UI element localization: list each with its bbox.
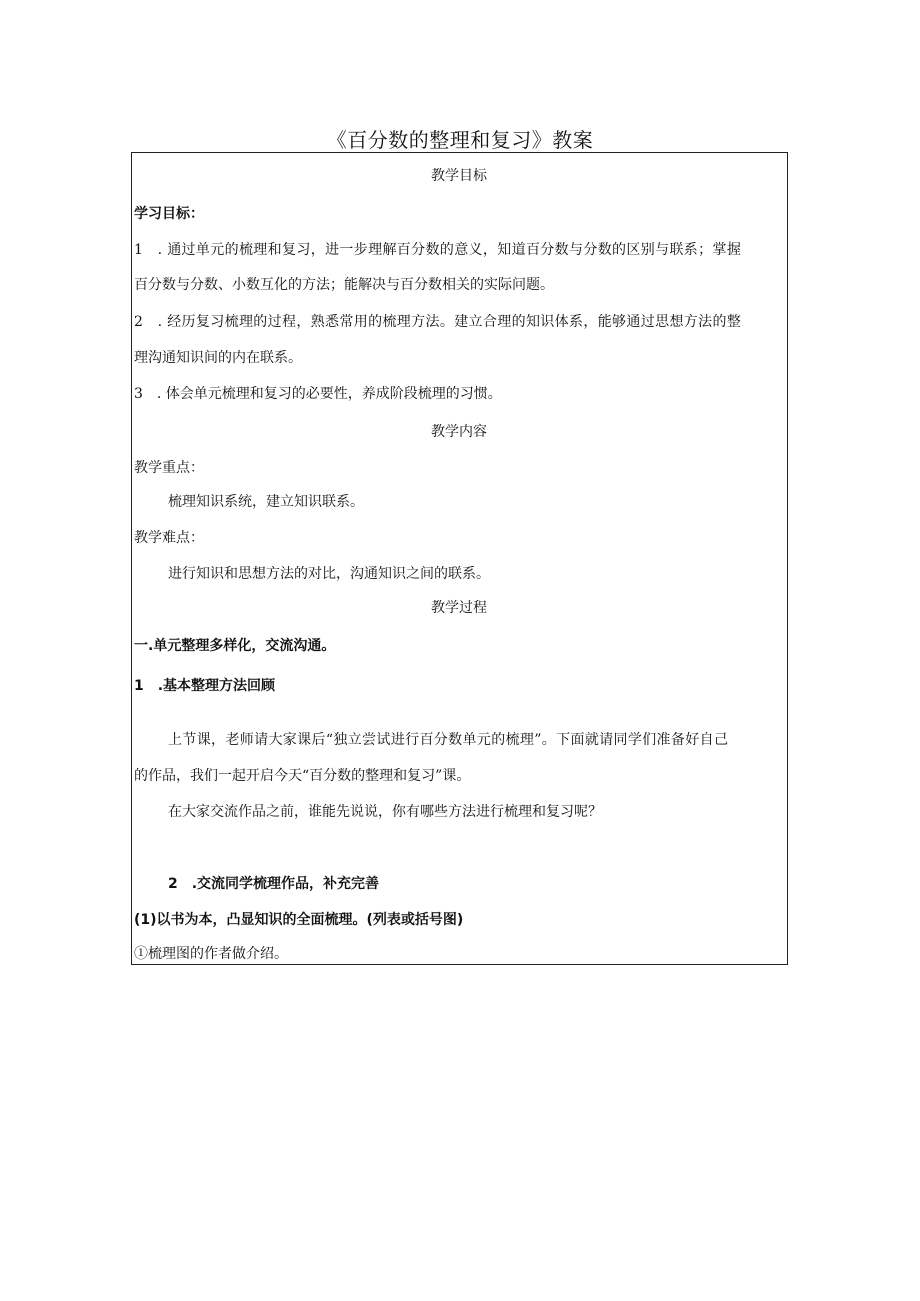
goal-1-line-2: 百分数与分数、小数互化的方法；能解决与百分数相关的实际问题。 — [134, 277, 554, 293]
difficulty-text: 进行知识和思想方法的对比，沟通知识之间的联系。 — [168, 566, 490, 582]
document-title: 《百分数的整理和复习》教案 — [326, 128, 594, 152]
step-1-heading: 1 .基本整理方法回顾 — [134, 678, 276, 694]
paragraph-1-line-2: 的作品，我们一起开启今天“百分数的整理和复习”课。 — [134, 768, 471, 784]
learning-goals-label: 学习目标： — [134, 206, 204, 222]
key-point-text: 梳理知识系统，建立知识联系。 — [168, 494, 364, 510]
goals-heading: 教学目标 — [431, 168, 487, 184]
goal-2-line-2: 理沟通知识间的内在联系。 — [134, 350, 302, 366]
difficulty-label: 教学难点： — [134, 530, 204, 546]
subsection-1-item-1: ①梳理图的作者做介绍。 — [134, 946, 288, 962]
lesson-plan-table — [131, 152, 788, 965]
paragraph-1-line-1: 上节课，老师请大家课后“独立尝试进行百分数单元的梳理”。下面就请同学们准备好自己 — [168, 732, 729, 748]
step-2-heading: 2 .交流同学梳理作品，补充完善 — [168, 876, 380, 892]
goal-1-line-1: 1 . 通过单元的梳理和复习，进一步理解百分数的意义，知道百分数与分数的区别与联系；掌握 — [134, 242, 742, 258]
process-heading: 教学过程 — [431, 600, 487, 616]
content-heading: 教学内容 — [431, 424, 487, 440]
paragraph-2: 在大家交流作品之前，谁能先说说，你有哪些方法进行梳理和复习呢？ — [168, 804, 602, 820]
goal-3: 3 . 体会单元梳理和复习的必要性，养成阶段梳理的习惯。 — [134, 386, 502, 402]
goal-2-line-1: 2 . 经历复习梳理的过程，熟悉常用的梳理方法。建立合理的知识体系，能够通过思想方法的整 — [134, 314, 742, 330]
part-1-heading: 一.单元整理多样化，交流沟通。 — [134, 638, 336, 654]
subsection-1-heading: (1)以书为本，凸显知识的全面梳理。(列表或括号图) — [134, 912, 464, 928]
key-point-label: 教学重点： — [134, 460, 204, 476]
